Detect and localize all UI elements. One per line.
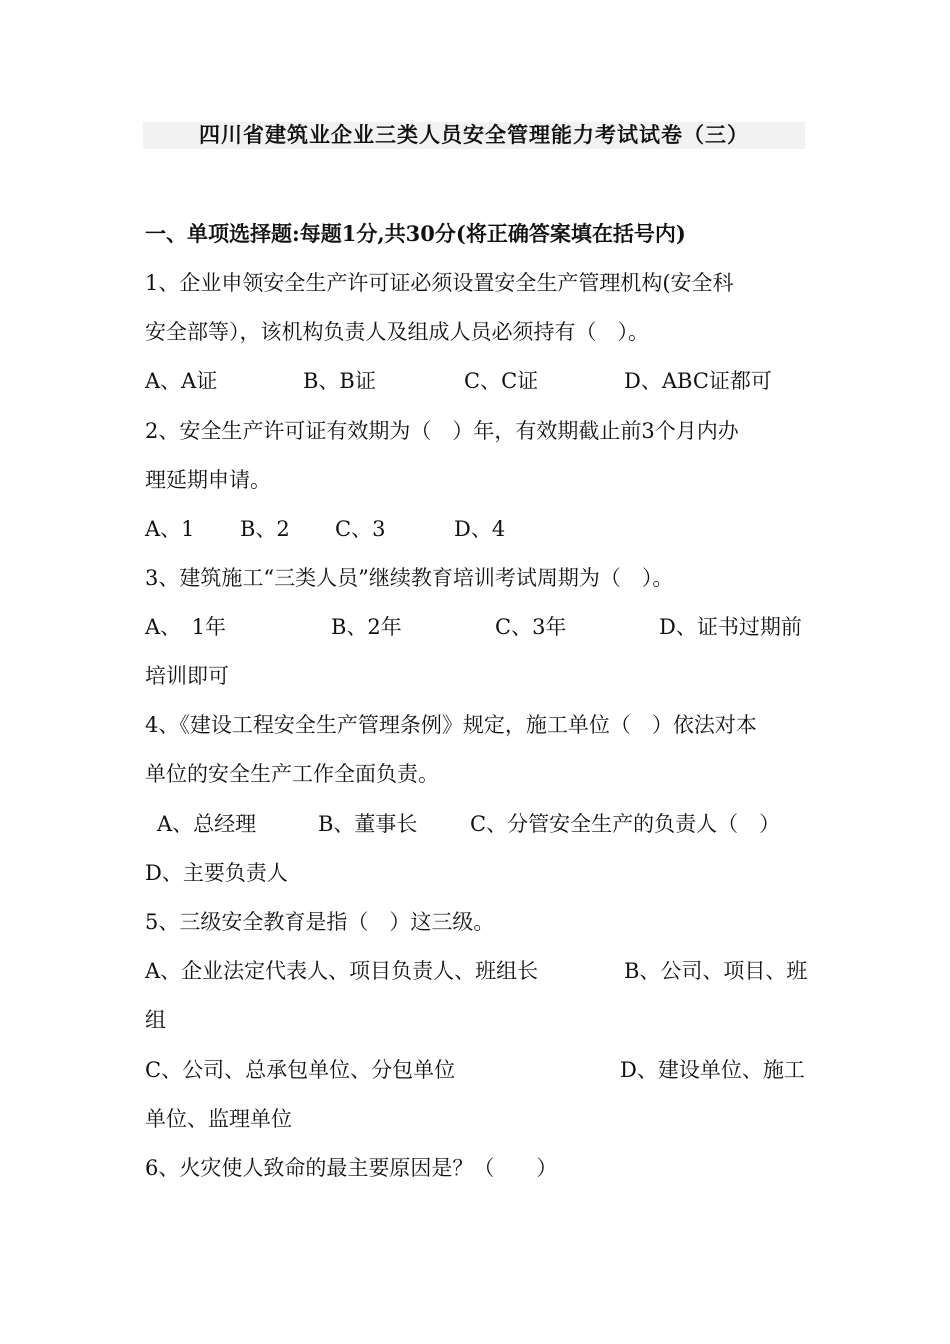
document-title: 四川省建筑业企业三类人员安全管理能力考试试卷（三） [199, 122, 749, 147]
question-1-option-a: A、A证 [145, 369, 218, 393]
question-3-option-a: A、 1年 [145, 615, 227, 639]
question-2-line-1: 2、安全生产许可证有效期为（ ）年，有效期截止前3个月内办 [145, 419, 739, 443]
question-5-continuation-2: 单位、监理单位 [145, 1107, 292, 1131]
question-4-option-b: B、董事长 [318, 812, 418, 836]
question-5-option-c: C、公司、总承包单位、分包单位 [145, 1058, 456, 1082]
question-4-line-1: 4、《建设工程安全生产管理条例》规定，施工单位（ ）依法对本 [145, 713, 757, 737]
question-2-option-c: C、3 [335, 517, 386, 541]
question-2-option-d: D、4 [454, 517, 506, 541]
question-1-option-b: B、B证 [303, 369, 376, 393]
question-5-line-1: 5、三级安全教育是指（ ）这三级。 [145, 910, 495, 934]
question-1-option-c: C、C证 [464, 369, 539, 393]
question-5-option-a: A、企业法定代表人、项目负责人、班组长 [145, 959, 539, 983]
question-4-continuation: D、主要负责人 [145, 861, 288, 885]
question-1-option-d: D、ABC证都可 [624, 369, 772, 393]
question-3-option-d: D、证书过期前 [659, 615, 802, 639]
question-3-line-1: 3、建筑施工“三类人员”继续教育培训考试周期为（ ）。 [145, 566, 674, 590]
question-5-option-b: B、公司、项目、班 [624, 959, 808, 983]
question-1-line-2: 安全部等），该机构负责人及组成人员必须持有（ ）。 [145, 320, 649, 344]
question-4-option-c: C、分管安全生产的负责人（ ） [470, 812, 781, 836]
question-5-option-d: D、建设单位、施工 [620, 1058, 805, 1082]
question-5-continuation: 组 [145, 1008, 166, 1032]
question-2-line-2: 理延期申请。 [145, 468, 271, 492]
question-4-option-a: A、总经理 [157, 812, 257, 836]
question-4-line-2: 单位的安全生产工作全面负责。 [145, 762, 439, 786]
question-2-option-a: A、1 [145, 517, 195, 541]
section-heading: 一、单项选择题:每题1分,共30分(将正确答案填在括号内) [145, 221, 686, 246]
question-6-line-1: 6、火灾使人致命的最主要原因是？（ ） [145, 1156, 558, 1180]
question-2-option-b: B、2 [240, 517, 290, 541]
question-1-line-1: 1、企业申领安全生产许可证必须设置安全生产管理机构(安全科 [145, 271, 734, 295]
question-3-option-c: C、3年 [495, 615, 567, 639]
question-3-option-b: B、2年 [331, 615, 402, 639]
question-3-continuation: 培训即可 [145, 664, 229, 688]
